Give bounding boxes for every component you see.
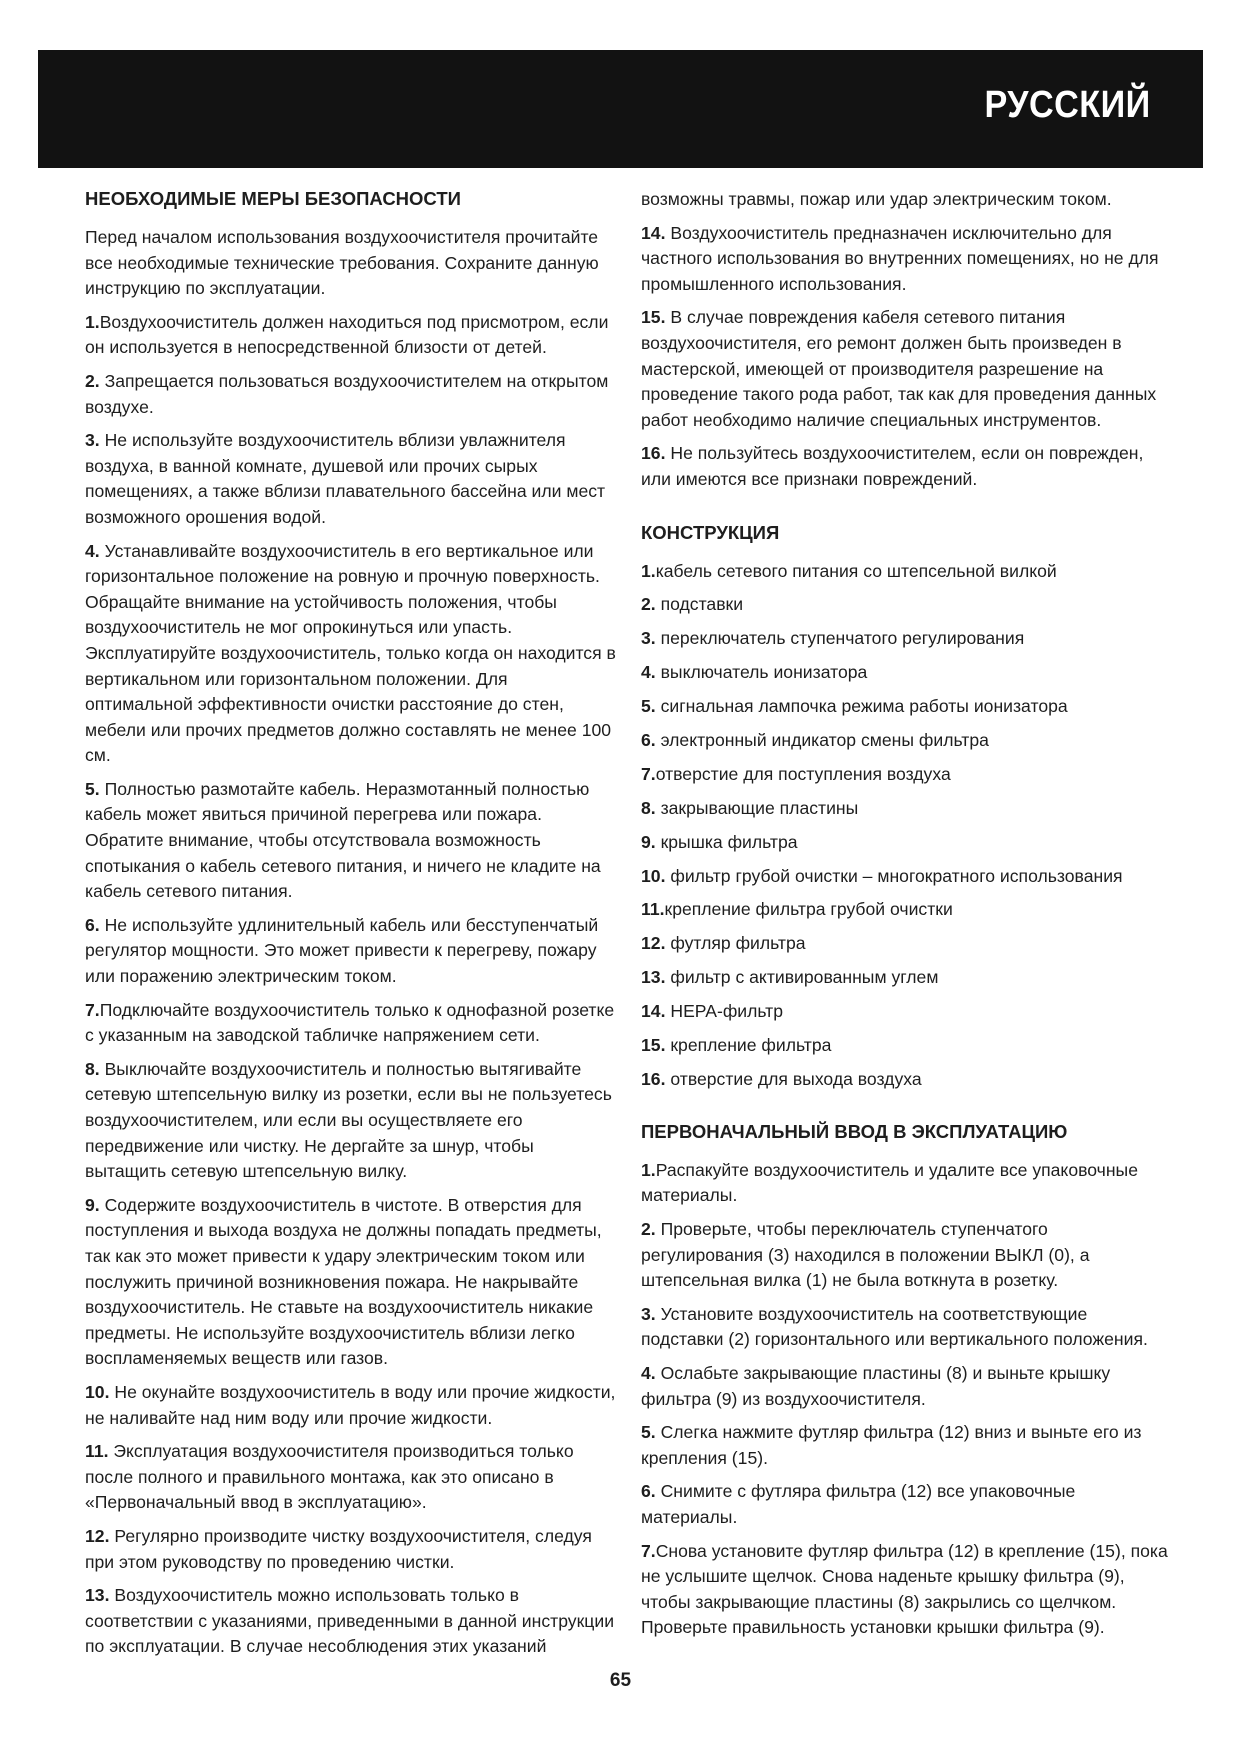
construction-item bbox=[641, 559, 1173, 584]
construction-item-text: закрывающие пластины bbox=[655, 797, 859, 818]
construction-item-number: 11. bbox=[641, 899, 665, 920]
construction-item-text: фильтр грубой очистки – многократного использования bbox=[665, 865, 1123, 886]
construction-item bbox=[641, 864, 1173, 889]
construction-item bbox=[641, 660, 1173, 685]
safety-intro: Перед началом использования воздухоочистителя прочитайте все необходимые технические требования. Сохраните данную инструкцию по эксплуатации. bbox=[85, 227, 599, 299]
safety-item-text: Эксплуатация воздухоочистителя производиться только после полного и правильного монтажа, как это описано в «Первоначальный ввод в эксплуатацию». bbox=[85, 1441, 574, 1513]
safety-item-text: Не окунайте воздухоочиститель в воду или прочие жидкости, не наливайте над ним воду или прочие жидкости. bbox=[85, 1381, 616, 1428]
construction-item-text: сигнальная лампочка режима работы ионизатора bbox=[655, 696, 1068, 717]
left-column bbox=[85, 187, 617, 1668]
construction-item-text: футляр фильтра bbox=[665, 933, 806, 954]
startup-item bbox=[641, 1158, 1173, 1209]
construction-item-number: 6. bbox=[641, 729, 656, 750]
construction-item-text: отверстие для выхода воздуха bbox=[665, 1068, 922, 1089]
safety-item-text: Запрещается пользоваться воздухоочистителем на открытом воздухе. bbox=[85, 370, 609, 417]
safety-item-text: Воздухоочиститель можно использовать только в соответствии с указаниями, приведенными в данной инструкции по эксплуатации. В случае несоблюдения этих указаний bbox=[85, 1585, 615, 1657]
construction-item-number: 10. bbox=[641, 865, 666, 886]
construction-item-text: подставки bbox=[655, 594, 744, 615]
startup-item-text: Снимите с футляра фильтра (12) все упаковочные материалы. bbox=[641, 1481, 1076, 1528]
startup-item-text: Распакуйте воздухоочиститель и удалите все упаковочные материалы. bbox=[641, 1159, 1138, 1206]
startup-item-number: 3. bbox=[641, 1303, 656, 1324]
construction-item-text: отверстие для поступления воздуха bbox=[655, 763, 951, 784]
safety-section-title: НЕОБХОДИМЫЕ МЕРЫ БЕЗОПАСНОСТИ bbox=[85, 188, 461, 209]
safety-item-number: 12. bbox=[85, 1525, 110, 1546]
construction-item-text: кабель сетевого питания со штепсельной вилкой bbox=[655, 560, 1057, 581]
safety-list bbox=[85, 310, 617, 1660]
language-title: РУССКИЙ bbox=[984, 84, 1151, 126]
safety-item-number: 16. bbox=[641, 443, 666, 464]
construction-item-number: 12. bbox=[641, 933, 666, 954]
startup-item bbox=[641, 1479, 1173, 1530]
safety-continuation: возможны травмы, пожар или удар электрическим током. bbox=[641, 189, 1112, 209]
construction-list bbox=[641, 559, 1173, 1092]
construction-item bbox=[641, 728, 1173, 753]
startup-item-text: Слегка нажмите футляр фильтра (12) вниз и выньте его из крепления (15). bbox=[641, 1422, 1142, 1468]
construction-item-number: 2. bbox=[641, 594, 656, 615]
safety-item bbox=[85, 310, 617, 361]
right-column bbox=[641, 187, 1173, 1649]
construction-item-text: крепление фильтра bbox=[665, 1035, 832, 1055]
safety-item-text: Не используйте воздухоочиститель вблизи увлажнителя воздуха, в ванной комнате, душевой или прочих сырых помещениях, а также вблизи плавательного бассейна или мест возможного орошения водой. bbox=[85, 430, 606, 527]
safety-item-number: 13. bbox=[85, 1585, 110, 1606]
construction-item-text: электронный индикатор смены фильтра bbox=[655, 729, 989, 750]
construction-item-number: 7. bbox=[641, 763, 656, 784]
startup-item-number: 7. bbox=[641, 1540, 656, 1561]
construction-item-number: 5. bbox=[641, 696, 656, 717]
construction-item bbox=[641, 931, 1173, 956]
safety-item-text: Не используйте удлинительный кабель или бесступенчатый регулятор мощности. Это может привести к перегреву, пожару или поражению электрическим током. bbox=[85, 914, 599, 987]
safety-item bbox=[85, 1057, 617, 1185]
safety-item-number: 10. bbox=[85, 1381, 110, 1402]
safety-item-number: 4. bbox=[85, 540, 100, 561]
startup-item-number: 4. bbox=[641, 1363, 656, 1384]
construction-item-number: 14. bbox=[641, 1001, 666, 1022]
construction-item bbox=[641, 999, 1173, 1024]
startup-item bbox=[641, 1539, 1173, 1641]
startup-item bbox=[641, 1361, 1173, 1412]
safety-item bbox=[85, 1380, 617, 1431]
safety-item bbox=[85, 998, 617, 1049]
safety-item bbox=[85, 777, 617, 905]
construction-item-number: 1. bbox=[641, 560, 656, 581]
safety-item-number: 6. bbox=[85, 914, 100, 935]
startup-list bbox=[641, 1158, 1173, 1641]
safety-item-number: 11. bbox=[85, 1441, 109, 1462]
construction-item-number: 4. bbox=[641, 662, 656, 683]
startup-item-text: Ослабьте закрывающие пластины (8) и выньте крышку фильтра (9) из воздухоочистителя. bbox=[641, 1363, 1111, 1409]
startup-item bbox=[641, 1217, 1173, 1294]
construction-item-text: выключатель ионизатора bbox=[655, 662, 868, 683]
safety-item-text: В случае повреждения кабеля сетевого питания воздухоочистителя, его ремонт должен быть произведен в мастерской, имеющей от производителя разрешение на проведение такого рода работ, так как для проведения данных работ необходимо наличие специальных инструментов. bbox=[641, 307, 1157, 430]
safety-item bbox=[85, 1583, 617, 1660]
construction-item bbox=[641, 762, 1173, 787]
safety-item bbox=[85, 913, 617, 990]
safety-item bbox=[85, 1193, 617, 1372]
safety-item-text: Выключайте воздухоочиститель и полностью вытягивайте сетевую штепсельную вилку из розетки, если вы не пользуетесь воздухоочистителем, или если вы осуществляете его передвижение или чистку. Не дергайте за шнур, чтобы вытащить сетевую штепсельную вилку. bbox=[85, 1058, 612, 1182]
construction-item-text: HEPA-фильтр bbox=[665, 1001, 784, 1022]
safety-item bbox=[641, 305, 1173, 433]
safety-item bbox=[641, 441, 1173, 492]
startup-item-text: Проверьте, чтобы переключатель ступенчатого регулирования (3) находился в положении ВЫКЛ (0), а штепсельная вилка (1) не была воткнута в розетку. bbox=[641, 1219, 1090, 1291]
startup-item-text: Снова установите футляр фильтра (12) в крепление (15), пока не услышите щелчок. Снова наденьте крышку фильтра (9), чтобы закрывающие пластины (8) закрылись со щелчком. Проверьте правильность установки крышки фильтра (9). bbox=[641, 1540, 1168, 1638]
startup-item-number: 5. bbox=[641, 1422, 656, 1443]
construction-item-number: 3. bbox=[641, 628, 656, 649]
startup-item-text: Установите воздухоочиститель на соответствующие подставки (2) горизонтального или вертикального положения. bbox=[641, 1303, 1148, 1350]
construction-item-text: крепление фильтра грубой очистки bbox=[664, 899, 953, 920]
startup-item-number: 2. bbox=[641, 1219, 656, 1240]
startup-item-number: 6. bbox=[641, 1481, 656, 1502]
safety-item-text: Содержите воздухоочиститель в чистоте. В отверстия для поступления и выхода воздуха не должны попадать предметы, так как это может привести к удару электрическим током или послужить причиной возникновения пожара. Не накрывайте воздухоочиститель. Не ставьте на воздухоочиститель никакие предметы. Не используйте воздухоочиститель вблизи легко воспламеняемых веществ или газов. bbox=[85, 1194, 602, 1369]
safety-item-text: Подключайте воздухоочиститель только к однофазной розетке с указанным на заводской табличке напряжением сети. bbox=[85, 999, 615, 1046]
safety-item-text: Полностью размотайте кабель. Неразмотанный полностью кабель может явиться причиной перегрева или пожара. Обратите внимание, чтобы отсутствовала возможность спотыкания о кабель сетевого питания, и ничего не кладите на кабель сетевого питания. bbox=[85, 778, 601, 902]
safety-item-text: Воздухоочиститель предназначен исключительно для частного использования во внутренних помещениях, но не для промышленного использования. bbox=[641, 222, 1159, 294]
construction-item-number: 9. bbox=[641, 831, 656, 852]
construction-item-number: 16. bbox=[641, 1068, 666, 1089]
construction-item-text: крышка фильтра bbox=[655, 831, 798, 852]
construction-item bbox=[641, 830, 1173, 855]
construction-item bbox=[641, 1067, 1173, 1092]
safety-list-continued bbox=[641, 221, 1173, 493]
construction-item bbox=[641, 1033, 1173, 1058]
safety-item bbox=[85, 369, 617, 420]
startup-item bbox=[641, 1420, 1173, 1471]
construction-item bbox=[641, 626, 1173, 651]
safety-item-number: 9. bbox=[85, 1194, 100, 1215]
safety-item bbox=[85, 1439, 617, 1516]
construction-item-text: переключатель ступенчатого регулирования bbox=[655, 628, 1025, 649]
construction-section-title: КОНСТРУКЦИЯ bbox=[641, 521, 780, 543]
construction-item-number: 15. bbox=[641, 1035, 666, 1055]
safety-item bbox=[641, 221, 1173, 298]
header-bar bbox=[38, 50, 1203, 168]
safety-item-text: Не пользуйтесь воздухоочистителем, если он поврежден, или имеются все признаки повреждений. bbox=[641, 443, 1144, 489]
safety-item-number: 5. bbox=[85, 778, 100, 799]
safety-item bbox=[85, 1524, 617, 1575]
construction-item-number: 8. bbox=[641, 797, 656, 818]
safety-item bbox=[85, 428, 617, 530]
construction-item-number: 13. bbox=[641, 967, 666, 988]
safety-item-number: 3. bbox=[85, 430, 100, 451]
construction-item-text: фильтр с активированным углем bbox=[665, 967, 939, 988]
safety-item-number: 14. bbox=[641, 222, 666, 243]
safety-item bbox=[85, 539, 617, 769]
page-number: 65 bbox=[609, 1670, 632, 1691]
startup-item bbox=[641, 1302, 1173, 1353]
safety-item-number: 7. bbox=[85, 999, 100, 1020]
safety-item-number: 8. bbox=[85, 1058, 100, 1079]
construction-item bbox=[641, 796, 1173, 821]
construction-item bbox=[641, 592, 1173, 617]
construction-item bbox=[641, 694, 1173, 719]
construction-item bbox=[641, 965, 1173, 990]
safety-item-number: 1. bbox=[85, 311, 100, 332]
safety-item-text: Устанавливайте воздухоочиститель в его вертикальное или горизонтальное положение на ровную и прочную поверхность. Обращайте внимание на устойчивость положения, чтобы воздухоочиститель не мог опрокинуться или упасть. Эксплуатируйте воздухоочиститель, только когда он находится в вертикальном или горизонтальном положении. Для оптимальной эффективности очистки расстояние до стен, мебели или прочих предметов должно составлять не менее 100 см. bbox=[85, 540, 616, 766]
startup-item-number: 1. bbox=[641, 1159, 656, 1180]
construction-item bbox=[641, 897, 1173, 922]
safety-item-text: Регулярно производите чистку воздухоочистителя, следуя при этом руководству по проведению чистки. bbox=[85, 1525, 592, 1572]
startup-section-title: ПЕРВОНАЧАЛЬНЫЙ ВВОД В ЭКСПЛУАТАЦИЮ bbox=[641, 1120, 1068, 1142]
safety-item-text: Воздухоочиститель должен находиться под присмотром, если он используется в непосредственной близости от детей. bbox=[85, 311, 609, 358]
safety-item-number: 2. bbox=[85, 370, 100, 391]
safety-item-number: 15. bbox=[641, 307, 666, 328]
